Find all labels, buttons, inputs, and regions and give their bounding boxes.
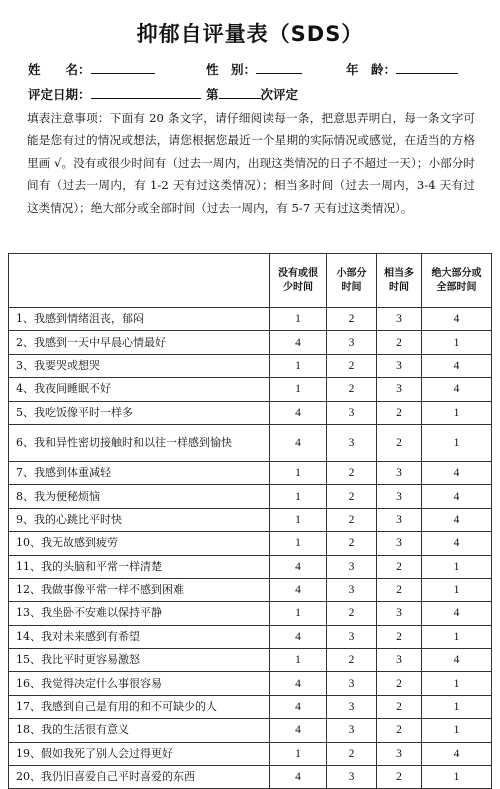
session-field[interactable] <box>206 85 298 103</box>
sds-table <box>8 253 492 789</box>
score-cell[interactable]: 4 <box>422 508 492 531</box>
score-cell[interactable]: 2 <box>377 401 422 424</box>
name-label: 姓 名： <box>28 62 91 77</box>
score-cell[interactable]: 4 <box>270 625 327 648</box>
score-cell[interactable]: 3 <box>377 742 422 765</box>
score-cell[interactable]: 2 <box>327 308 377 331</box>
item-text: 20、我仍旧喜爱自己平时喜爱的东西 <box>9 766 270 789</box>
score-cell[interactable]: 4 <box>422 308 492 331</box>
score-cell[interactable]: 3 <box>377 602 422 625</box>
score-cell[interactable]: 1 <box>422 625 492 648</box>
score-cell[interactable]: 1 <box>422 695 492 718</box>
score-cell[interactable]: 1 <box>270 532 327 555</box>
score-cell[interactable]: 1 <box>270 649 327 672</box>
name-field[interactable] <box>28 60 155 78</box>
score-cell[interactable]: 2 <box>377 625 422 648</box>
score-cell[interactable]: 4 <box>270 424 327 461</box>
item-text: 5、我吃饭像平时一样多 <box>9 401 270 424</box>
score-cell[interactable]: 2 <box>377 578 422 601</box>
score-cell[interactable]: 3 <box>327 766 377 789</box>
item-text: 16、我觉得决定什么事很容易 <box>9 672 270 695</box>
score-cell[interactable]: 2 <box>377 672 422 695</box>
table-row <box>9 742 492 765</box>
session-suffix: 次评定 <box>260 87 299 102</box>
date-field[interactable] <box>28 85 201 103</box>
table-row <box>9 719 492 742</box>
date-label: 评定日期： <box>28 87 91 102</box>
score-cell[interactable]: 3 <box>327 555 377 578</box>
score-cell[interactable]: 3 <box>327 401 377 424</box>
score-cell[interactable]: 2 <box>377 719 422 742</box>
gender-label: 性 别： <box>206 62 257 77</box>
page-title: 抑郁自评量表（SDS） <box>136 22 364 46</box>
item-text: 11、我的头脑和平常一样清楚 <box>9 555 270 578</box>
item-text: 4、我夜间睡眠不好 <box>9 378 270 401</box>
score-cell[interactable]: 1 <box>422 719 492 742</box>
table-row <box>9 555 492 578</box>
score-cell[interactable]: 3 <box>377 485 422 508</box>
score-cell[interactable]: 1 <box>270 485 327 508</box>
item-text: 2、我感到一天中早晨心情最好 <box>9 331 270 354</box>
table-row <box>9 424 492 461</box>
score-cell[interactable]: 3 <box>327 424 377 461</box>
table-row <box>9 532 492 555</box>
table-row <box>9 672 492 695</box>
score-cell[interactable]: 2 <box>377 555 422 578</box>
score-cell[interactable]: 4 <box>270 401 327 424</box>
score-cell[interactable]: 4 <box>422 485 492 508</box>
score-cell[interactable]: 4 <box>270 331 327 354</box>
table-row <box>9 602 492 625</box>
score-cell[interactable]: 3 <box>377 508 422 531</box>
score-cell[interactable]: 1 <box>270 508 327 531</box>
table-row <box>9 695 492 718</box>
table-row <box>9 485 492 508</box>
score-cell[interactable]: 4 <box>422 602 492 625</box>
item-text: 15、我比平时更容易激怒 <box>9 649 270 672</box>
score-cell[interactable]: 2 <box>327 508 377 531</box>
session-blank[interactable] <box>219 86 261 99</box>
header-rarely: 没有或很少时间 <box>270 254 327 308</box>
score-cell[interactable]: 1 <box>270 742 327 765</box>
item-text: 14、我对未来感到有希望 <box>9 625 270 648</box>
item-text: 6、我和异性密切接触时和以往一样感到愉快 <box>9 424 270 461</box>
score-cell[interactable]: 2 <box>327 602 377 625</box>
table-row <box>9 578 492 601</box>
score-cell[interactable]: 2 <box>327 532 377 555</box>
score-cell[interactable]: 4 <box>422 378 492 401</box>
score-cell[interactable]: 3 <box>377 378 422 401</box>
table-row <box>9 354 492 377</box>
score-cell[interactable]: 4 <box>422 532 492 555</box>
session-prefix: 第 <box>206 87 219 102</box>
item-text: 18、我的生活很有意义 <box>9 719 270 742</box>
score-cell[interactable]: 3 <box>327 578 377 601</box>
score-cell[interactable]: 4 <box>422 742 492 765</box>
table-row <box>9 308 492 331</box>
item-text: 13、我坐卧不安难以保持平静 <box>9 602 270 625</box>
score-cell[interactable]: 3 <box>327 695 377 718</box>
score-cell[interactable]: 4 <box>270 672 327 695</box>
score-cell[interactable]: 2 <box>327 485 377 508</box>
item-text: 3、我要哭或想哭 <box>9 354 270 377</box>
score-cell[interactable]: 2 <box>377 424 422 461</box>
score-cell[interactable]: 1 <box>422 555 492 578</box>
score-cell[interactable]: 1 <box>422 401 492 424</box>
age-field[interactable] <box>346 60 458 78</box>
score-cell[interactable]: 1 <box>422 578 492 601</box>
score-cell[interactable]: 4 <box>270 719 327 742</box>
table-row <box>9 331 492 354</box>
score-cell[interactable]: 2 <box>327 649 377 672</box>
score-cell[interactable]: 2 <box>327 354 377 377</box>
score-cell[interactable]: 3 <box>377 649 422 672</box>
score-cell[interactable]: 2 <box>377 331 422 354</box>
item-text: 19、假如我死了别人会过得更好 <box>9 742 270 765</box>
header-always: 绝大部分或全部时间 <box>422 254 492 308</box>
table-header-row <box>9 254 492 308</box>
name-blank[interactable] <box>91 61 155 74</box>
table-row <box>9 766 492 789</box>
score-cell[interactable]: 4 <box>422 649 492 672</box>
table-row <box>9 625 492 648</box>
score-cell[interactable]: 1 <box>270 378 327 401</box>
score-cell[interactable]: 4 <box>270 695 327 718</box>
score-cell[interactable]: 1 <box>270 308 327 331</box>
score-cell[interactable]: 3 <box>327 331 377 354</box>
table-row <box>9 508 492 531</box>
score-cell[interactable]: 4 <box>422 461 492 484</box>
score-cell[interactable]: 1 <box>422 331 492 354</box>
score-cell[interactable]: 4 <box>270 555 327 578</box>
score-cell[interactable]: 2 <box>327 742 377 765</box>
item-text: 17、我感到自己是有用的和不可缺少的人 <box>9 695 270 718</box>
item-text: 7、我感到体重减轻 <box>9 461 270 484</box>
instructions-text: 填表注意事项：下面有 20 条文字，请仔细阅读每一条，把意思弄明白，每一条文字可能是您有过的情况或想法，请您根据您最近一个星期的实际情况或感觉，在适当的方格里画 √。没有或很少时间有（过去一周内，出现这类情况的日子不超过一天）；小部分时间有（过去一周内，有 1-2 天有过这类情况）；相当多时间（过去一周内，3-4 天有过这类情况）；绝大部分或全部时间（过去一周内，有 5-7 天有过这类情况）。 <box>27 111 475 215</box>
header-item <box>9 254 270 308</box>
item-text: 8、我为便秘烦恼 <box>9 485 270 508</box>
score-cell[interactable]: 3 <box>377 532 422 555</box>
score-cell[interactable]: 2 <box>327 461 377 484</box>
item-text: 10、我无故感到疲劳 <box>9 532 270 555</box>
score-cell[interactable]: 4 <box>270 578 327 601</box>
score-cell[interactable]: 1 <box>270 461 327 484</box>
item-text: 1、我感到情绪沮丧，郁闷 <box>9 308 270 331</box>
score-cell[interactable]: 1 <box>270 602 327 625</box>
table-row <box>9 649 492 672</box>
score-cell[interactable]: 4 <box>270 766 327 789</box>
score-cell[interactable]: 1 <box>422 424 492 461</box>
gender-field[interactable] <box>206 60 302 78</box>
header-sometimes: 小部分时间 <box>327 254 377 308</box>
score-cell[interactable]: 3 <box>377 461 422 484</box>
score-cell[interactable]: 3 <box>377 354 422 377</box>
score-cell[interactable]: 3 <box>327 719 377 742</box>
date-blank[interactable] <box>91 86 201 99</box>
score-cell[interactable]: 1 <box>422 766 492 789</box>
item-text: 9、我的心跳比平时快 <box>9 508 270 531</box>
score-cell[interactable]: 3 <box>377 308 422 331</box>
gender-blank[interactable] <box>256 61 302 74</box>
header-often: 相当多时间 <box>377 254 422 308</box>
score-cell[interactable]: 1 <box>422 672 492 695</box>
item-text: 12、我做事像平常一样不感到困难 <box>9 578 270 601</box>
score-cell[interactable]: 4 <box>422 354 492 377</box>
table-row <box>9 401 492 424</box>
score-cell[interactable]: 2 <box>327 378 377 401</box>
table-row <box>9 378 492 401</box>
score-cell[interactable]: 3 <box>327 672 377 695</box>
score-cell[interactable]: 1 <box>270 354 327 377</box>
score-cell[interactable]: 3 <box>327 625 377 648</box>
score-cell[interactable]: 2 <box>377 766 422 789</box>
score-cell[interactable]: 2 <box>377 695 422 718</box>
age-label: 年 龄： <box>346 62 397 77</box>
age-blank[interactable] <box>396 61 458 74</box>
table-row <box>9 461 492 484</box>
